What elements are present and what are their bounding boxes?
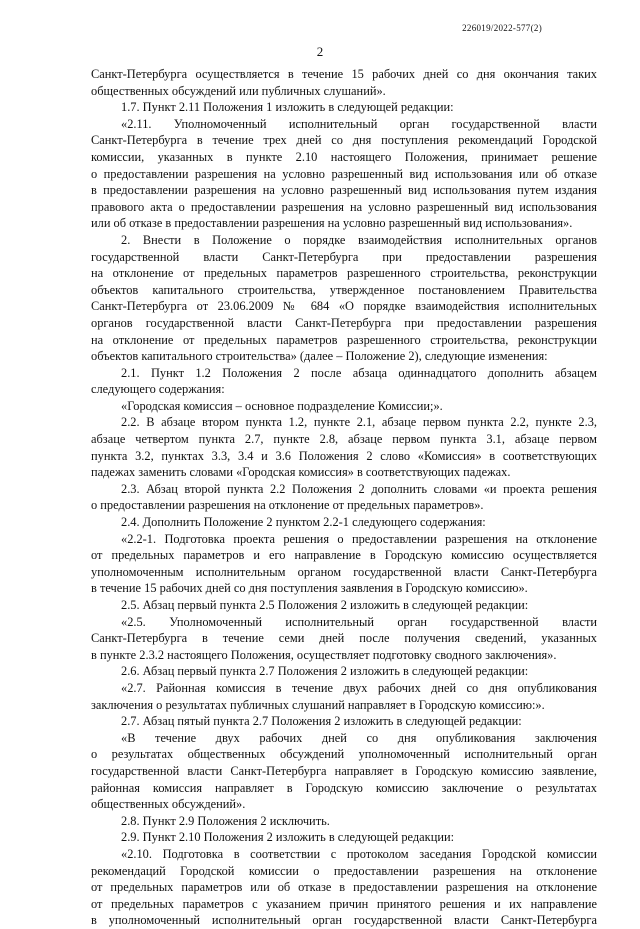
text-line: рекомендаций Городской комиссии о предоставлении разрешения на отклонение <box>91 863 597 878</box>
text-line: государственной власти Санкт-Петербурга при предоставлении разрешения <box>91 249 597 264</box>
text-line: на отклонение от предельных параметров разрешенного строительства, реконструкции <box>91 266 597 281</box>
document-body <box>91 66 597 929</box>
text-line: правового акта о предоставлении разрешения на условно разрешенный вид использования <box>91 199 597 214</box>
text-line: в пункте 2.3.2 настоящего Положения, осуществляет подготовку сводного заключения». <box>91 647 557 662</box>
text-line: «2.10. Подготовка в соответствии с протоколом заседания Городской комиссии <box>121 846 597 861</box>
text-line: или об отказе в предоставлении разрешения на условно разрешенный вид использования». <box>91 216 573 231</box>
text-line: падежах заменить словами «Городская комиссия» в соответствующих падежах. <box>91 465 511 480</box>
page-number: 2 <box>316 44 324 59</box>
text-line: от предельных параметров и его направление в Городскую комиссию осуществляется <box>91 548 597 563</box>
text-line: общественных обсуждений». <box>91 797 246 812</box>
text-line: «2.2-1. Подготовка проекта решения о предоставлении разрешения на отклонение <box>121 531 597 546</box>
text-line: Санкт-Петербурга в течение семи дней после получения сведений, указанных <box>91 631 597 646</box>
text-line: от предельных параметров или об отказе в предоставлении разрешения на отклонение <box>91 880 597 895</box>
text-line: государственной власти Санкт-Петербурга направляет в Городскую комиссию заявление, <box>91 763 597 778</box>
text-line: объектов капитального строительства, утвержденное постановлением Правительства <box>91 282 597 297</box>
text-line: «Городская комиссия – основное подразделение Комиссии;». <box>121 398 443 413</box>
text-line: объектов капитального строительства» (далее – Положение 2), следующие изменения: <box>91 349 548 364</box>
text-line: «2.5. Уполномоченный исполнительный орган государственной власти <box>121 614 597 629</box>
text-line: Санкт-Петербурга осуществляется в течение 15 рабочих дней со дня окончания таких <box>91 67 597 81</box>
text-line: общественных обсуждений или публичных слушаний». <box>91 83 386 98</box>
text-line: 2.3. Абзац второй пункта 2.2 Положения 2 дополнить словами «и проекта решения <box>121 481 597 496</box>
text-line: «В течение двух рабочих дней со дня опубликования заключения <box>121 730 597 745</box>
text-line: Санкт-Петербурга от 23.06.2009 № 684 «О порядке взаимодействия исполнительных <box>91 299 597 314</box>
text-line: Санкт-Петербурга в течение трех дней со дня поступления рекомендаций Городской <box>91 133 597 148</box>
text-line: 2.4. Дополнить Положение 2 пунктом 2.2-1 следующего содержания: <box>121 515 486 530</box>
text-line: 2.7. Абзац пятый пункта 2.7 Положения 2 изложить в следующей редакции: <box>121 714 522 729</box>
text-line: о предоставлении разрешения на отклонение от предельных параметров». <box>91 498 484 513</box>
text-line: о результатах общественных обсуждений уполномоченный исполнительный орган <box>91 747 597 762</box>
text-line: абзаце четвертом пункта 2.7, пункте 2.8, абзаце первом пункта 3.1, абзаце первом <box>91 432 597 447</box>
text-line: в уполномоченный исполнительный орган государственной власти Санкт-Петербурга <box>91 913 597 928</box>
text-line: о предоставлении разрешения на условно разрешенный вид использования или об отказе <box>91 166 597 181</box>
text-line: в предоставлении разрешения на условно разрешенный вид использования путем издания <box>91 183 597 198</box>
text-line: заключения о результатах публичных слушаний направляет в Городскую комиссию:». <box>91 697 545 712</box>
text-line: 1.7. Пункт 2.11 Положения 1 изложить в следующей редакции: <box>121 100 454 115</box>
text-line: на отклонение от предельных параметров разрешенного строительства, реконструкции <box>91 332 597 347</box>
text-line: «2.11. Уполномоченный исполнительный орган государственной власти <box>121 116 597 131</box>
text-line: 2.9. Пункт 2.10 Положения 2 изложить в следующей редакции: <box>121 830 455 845</box>
text-line: комиссии, указанных в пункте 2.10 настоящего Положения, принимает решение <box>91 149 597 164</box>
text-line: уполномоченным исполнительным органом государственной власти Санкт-Петербурга <box>91 564 597 579</box>
text-line: 2.2. В абзаце втором пункта 1.2, пункте 2.1, абзаце первом пункта 2.2, пункте 2.3, <box>121 415 597 430</box>
text-line: пункта 3.2, пунктах 3.3, 3.4 и 3.6 Положения 2 слово «Комиссия» в соответствующих <box>91 448 597 463</box>
text-line: от предельных параметров с указанием причин принятого решения и их направление <box>91 896 597 911</box>
document-id: 226019/2022-577(2) <box>462 23 542 33</box>
text-line: следующего содержания: <box>91 382 225 397</box>
text-line: 2.8. Пункт 2.9 Положения 2 исключить. <box>121 813 330 828</box>
text-line: в течение 15 рабочих дней со дня поступления заявления в Городскую комиссию». <box>91 581 528 596</box>
text-line: районная комиссия направляет в Городскую комиссию заключение о результатах <box>91 780 597 795</box>
text-line: 2.5. Абзац первый пункта 2.5 Положения 2 изложить в следующей редакции: <box>121 598 529 612</box>
text-line: 2.6. Абзац первый пункта 2.7 Положения 2 изложить в следующей редакции: <box>121 664 529 679</box>
text-line: органов государственной власти Санкт-Петербурга при предоставлении разрешения <box>91 315 597 330</box>
text-line: «2.7. Районная комиссия в течение двух рабочих дней со дня опубликования <box>121 680 597 695</box>
text-line: 2.1. Пункт 1.2 Положения 2 после абзаца одиннадцатого дополнить абзацем <box>121 365 597 380</box>
text-line: 2. Внести в Положение о порядке взаимодействия исполнительных органов <box>121 232 597 247</box>
